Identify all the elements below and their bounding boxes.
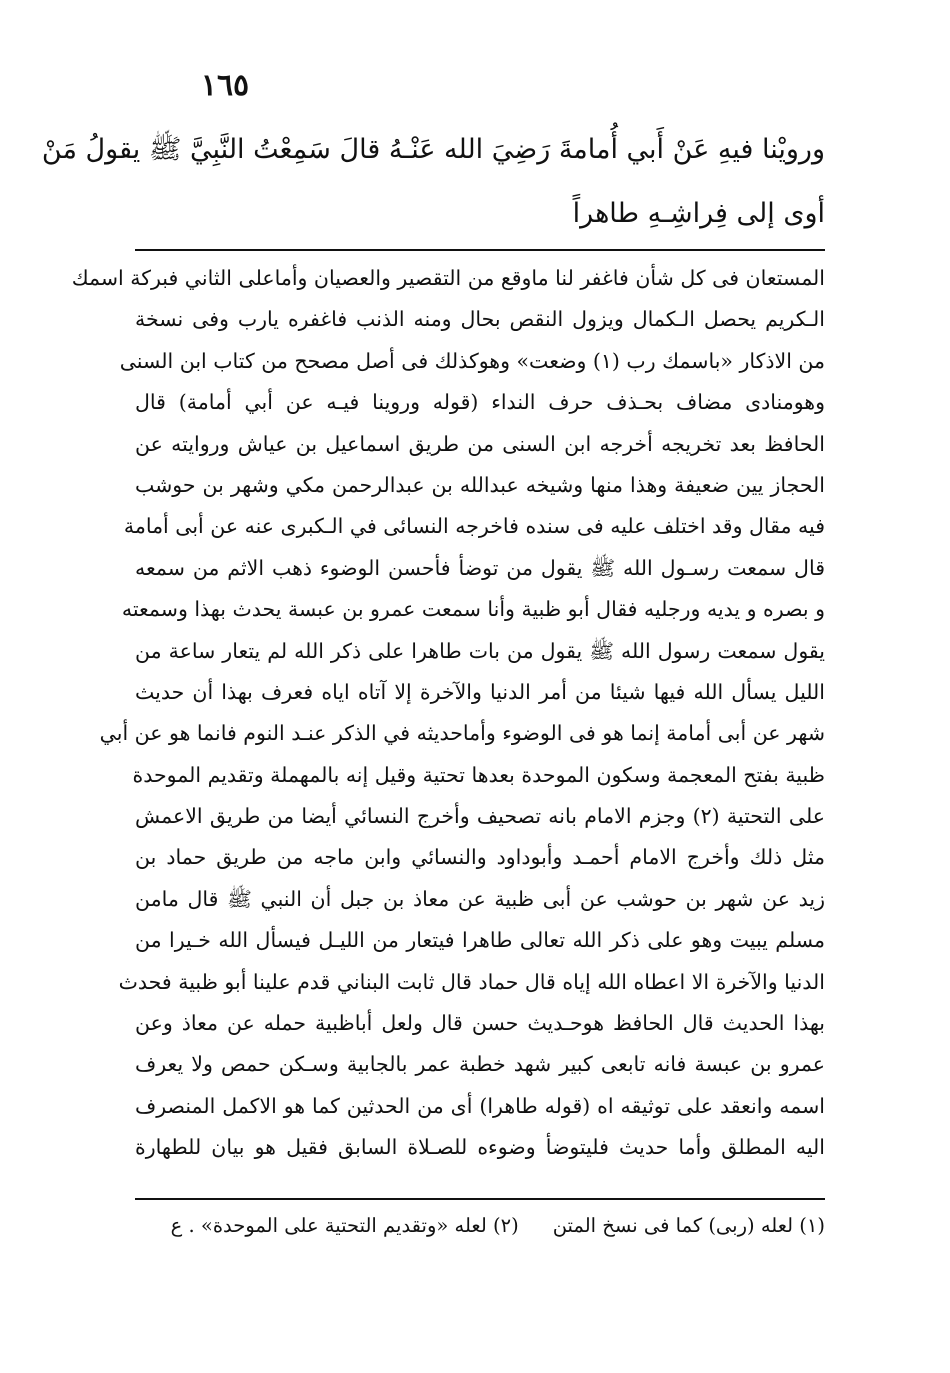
commentary-line: ظبية بفتح المعجمة وسكون الموحدة بعدها تحتية وقيل إنه بالمهملة وتقديم الموحدة xyxy=(132,762,825,787)
commentary-line: قال سمعت رسـول الله ﷺ يقول من توضأ فأحسن الوضوء ذهب الاثم من سمعه xyxy=(135,555,825,580)
commentary-line: الحجاز يين ضعيفة وهذا منها وشيخه عبدالله بن عبدالرحمن مكي وشهر بن حوشب xyxy=(135,472,825,497)
commentary-line: الحافظ بعد تخريجه أخرجه ابن السنى من طريق اسماعيل بن عياش وروايته عن xyxy=(135,431,825,456)
commentary-line: الـكريم يحصل الـكمال ويزول النقص بحال ومنه الذنب فاغفره يارب وفى نسخة xyxy=(135,307,825,332)
commentary-line: يقول سمعت رسول الله ﷺ يقول من بات طاهرا على ذكر الله لم يتعار ساعة من xyxy=(135,638,825,663)
commentary-line: مسلم يبيت وهو على ذكر الله تعالى طاهرا فيتعار من الليـل فيسأل الله خـيرا من xyxy=(135,928,825,953)
commentary-line: شهر عن أبى أمامة إنما هو فى الوضوء وأماحديثه في الذكر عنـد النوم فانما هو عن أبي xyxy=(99,721,825,746)
commentary-line: الدنيا والآخرة الا اعطاه الله إياه قال حماد قال ثابت البناني قدم علينا أبو ظبية فحدث xyxy=(118,969,825,994)
footnote-2: (٢) لعله «وتقديم التحتية على الموحدة» . ع xyxy=(170,1214,519,1237)
commentary-line: عمرو بن عبسة فانه تابعى كبير شهد خطبة عمر بالجابية وسـكن حمص ولا يعرف xyxy=(135,1052,825,1077)
footnote-1: (١) لعله (ربى) كما فى نسخ المتن xyxy=(552,1214,825,1237)
main-text xyxy=(41,118,825,246)
commentary-line: و بصره و يديه ورجليه فقال أبو ظبية وأنا سمعت عمرو بن عبسة يحدث بهذا وسمعته xyxy=(121,597,825,622)
commentary-divider xyxy=(135,249,825,251)
commentary-line: على التحتية (٢) وجزم الامام بانه تصحيف وأخرج النسائي أيضا من طريق الاعمش xyxy=(135,804,825,829)
page-number: ١٦٥ xyxy=(200,68,250,103)
commentary-line: من الاذكار «باسمك رب (١) وضعت» وهوكذلك فى أصل مصحح من كتاب ابن السنى xyxy=(119,348,825,373)
footnote-divider xyxy=(135,1198,825,1200)
commentary-line: زيد عن شهر بن حوشب عن أبى ظبية عن معاذ بن جبل أن النبي ﷺ قال مامن xyxy=(135,886,825,911)
commentary-line: وهومنادى مضاف بحـذف حرف النداء (قوله وروينا فيـه عن أبي أمامة) قال xyxy=(135,390,825,415)
commentary-line: فيه مقال وقد اختلف عليه فى سنده فاخرجه النسائى في الـكبرى عنه عن أبى أمامة xyxy=(123,514,825,539)
commentary-line: اسمه وانعقد على توثيقه اه (قوله طاهرا) أى من الحدثين كما هو الاكمل المنصرف xyxy=(135,1093,825,1118)
main-text-line: أوى إلى فِراشِـهِ طاهراً xyxy=(572,198,825,229)
main-text-line: ورويْنا فيهِ عَنْ أَبي أُمامةَ رَضِيَ الله عَنْـهُ قالَ سَمِعْتُ النَّبِيَّ ﷺ يقولُ مَنْ xyxy=(41,134,825,165)
footnotes xyxy=(135,1204,825,1248)
commentary-text xyxy=(71,258,825,1169)
commentary-line: مثل ذلك وأخرج الامام أحمـد وأبوداود والنسائي وابن ماجه من طريق حماد بن xyxy=(135,845,825,870)
commentary-line: بهذا الحديث قال الحافظ هوحـديث حسن قال ولعل أباظبية حمله عن معاذ وعن xyxy=(135,1011,825,1036)
commentary-line: المستعان فى كل شأن فاغفر لنا ماوقع من التقصير والعصيان وأماعلى الثاني فبركة اسمك xyxy=(71,266,825,290)
commentary-line: الليل يسأل الله فيها شيئا من أمر الدنيا والآخرة إلا آتاه اياه فعرف بهذا أن حديث xyxy=(135,679,825,704)
commentary-line: اليه المطلق وأما حديث فليتوضأ وضوءه للصـلاة السابق فقيل هو بيان للطهارة xyxy=(135,1135,825,1160)
